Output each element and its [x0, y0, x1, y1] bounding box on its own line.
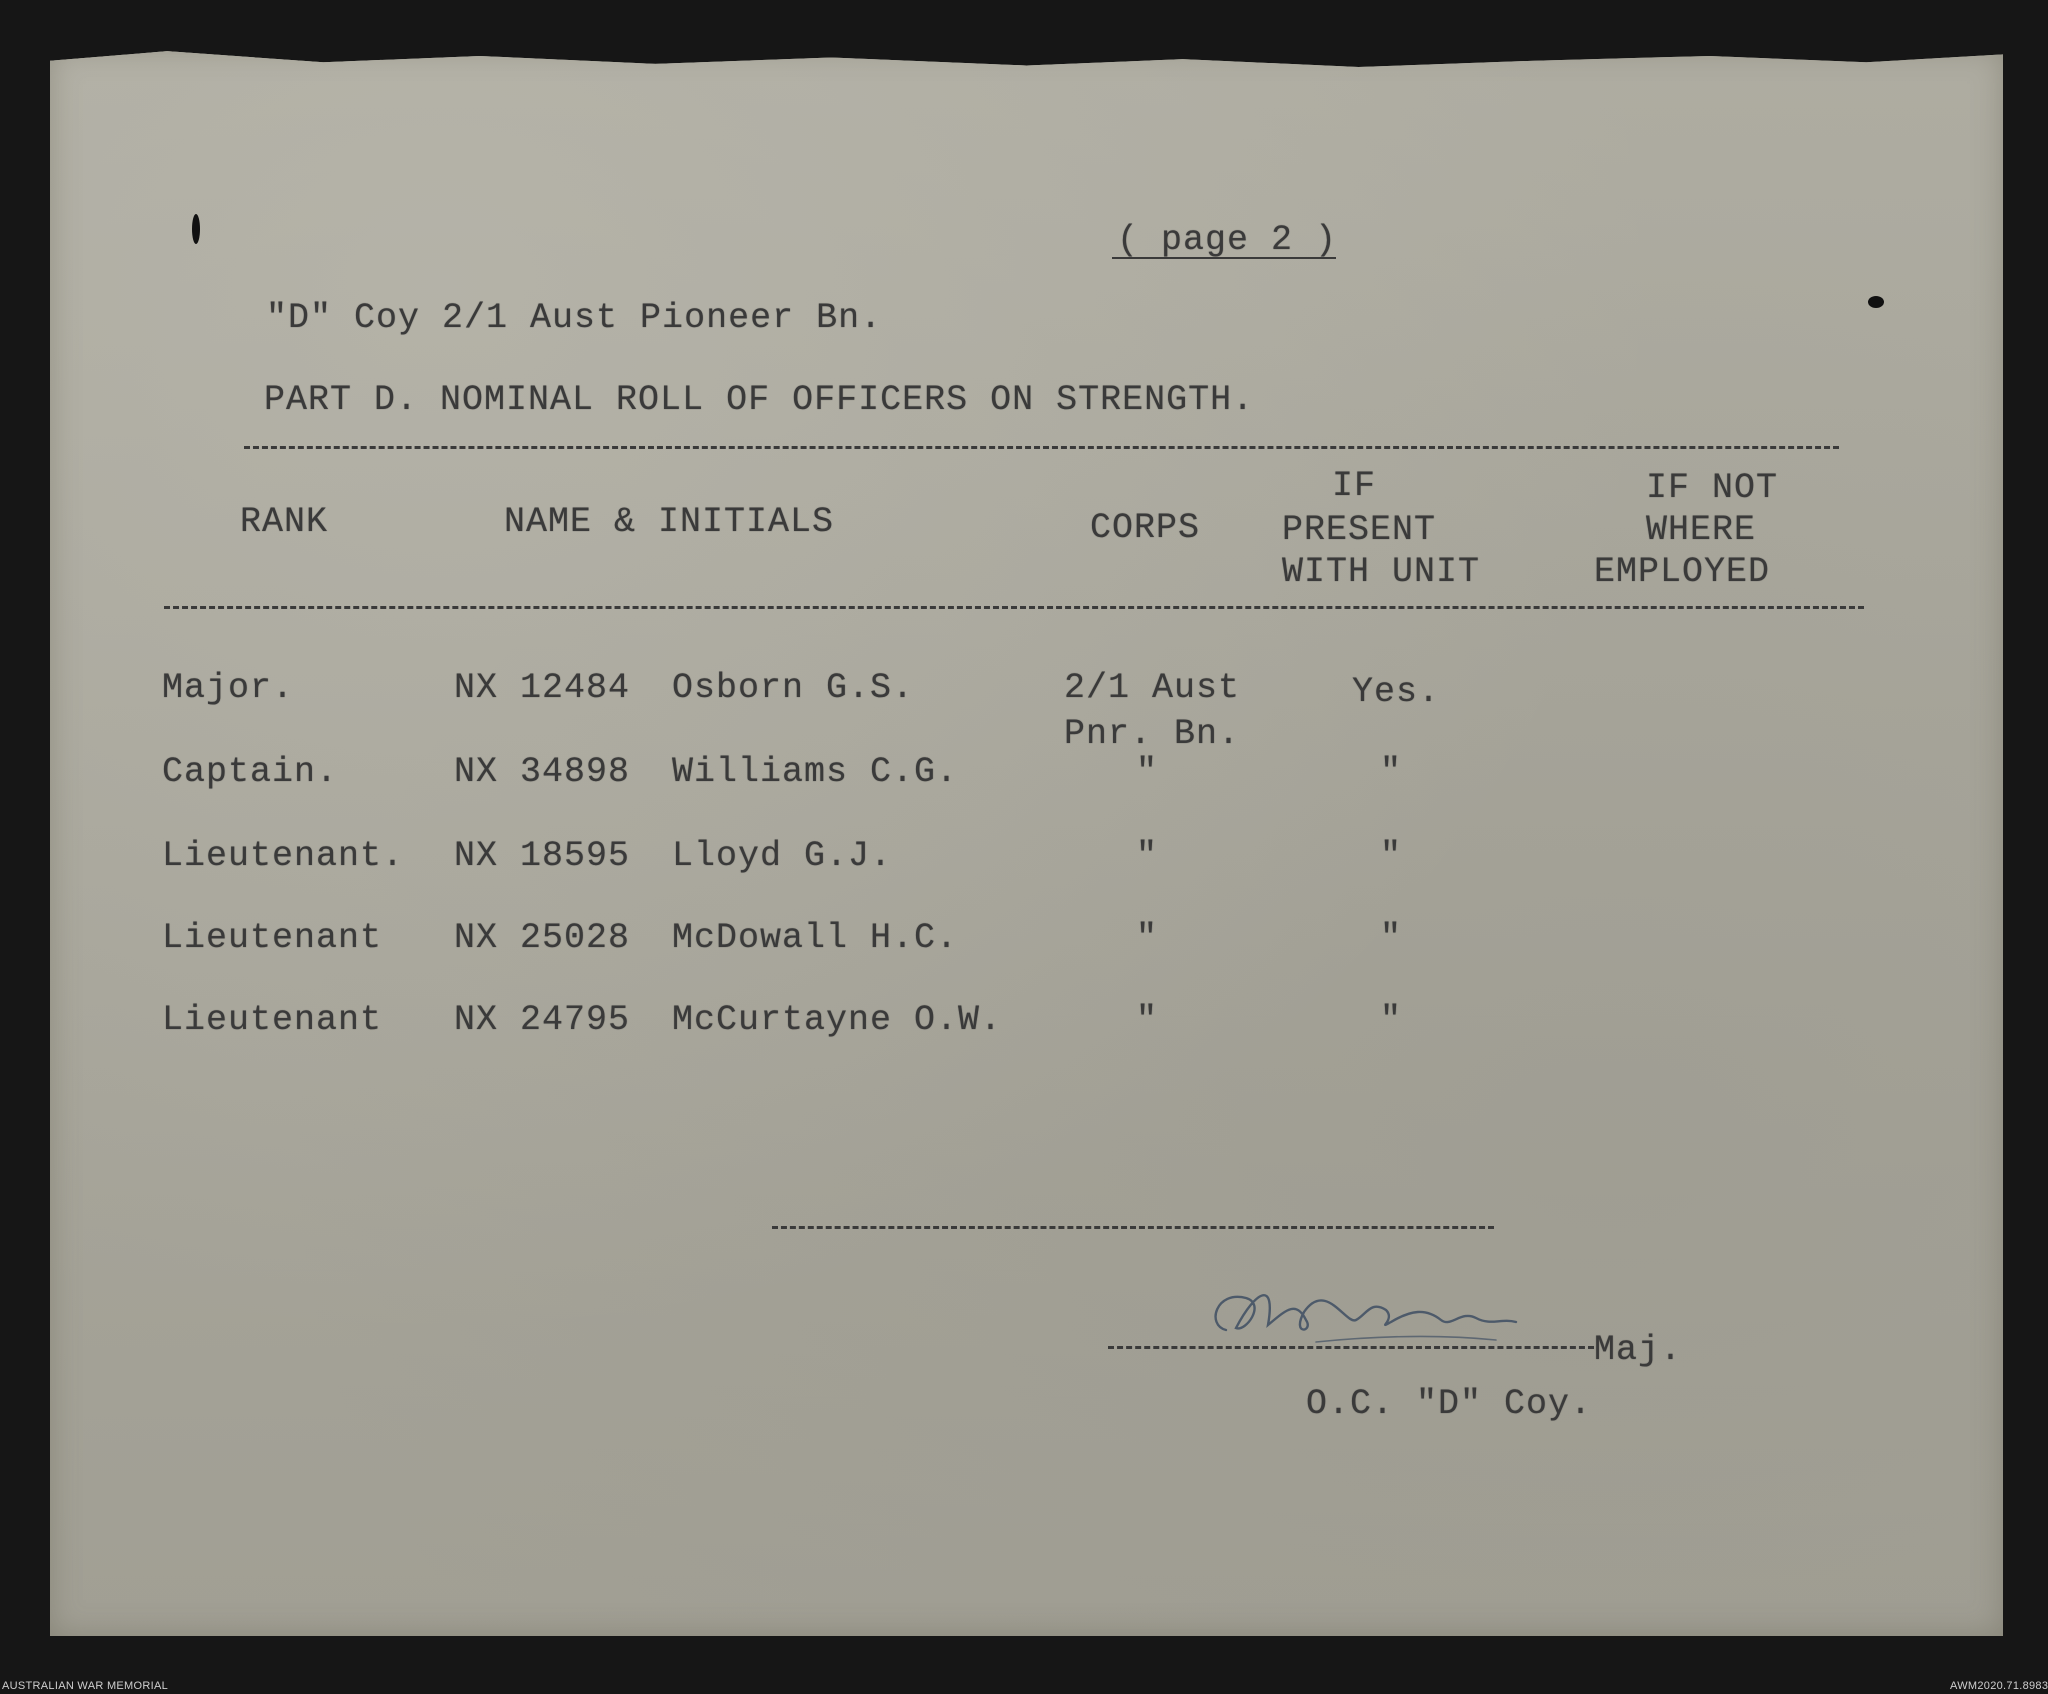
- col-rank: RANK: [240, 502, 329, 542]
- page-label: ( page 2 ): [1117, 220, 1338, 260]
- unit-line: "D" Coy 2/1 Aust Pioneer Bn.: [266, 298, 883, 338]
- header-rule-bottom: [164, 606, 1864, 609]
- header-rule-top: [244, 446, 1839, 449]
- row-corps: 2/1 Aust: [1064, 668, 1241, 708]
- row-number: NX 24795: [454, 1000, 631, 1040]
- row-number: NX 34898: [454, 752, 631, 792]
- row-name: McCurtayne O.W.: [672, 1000, 1003, 1040]
- col-present-line-1: IF: [1332, 466, 1377, 506]
- row-rank: Major.: [162, 668, 295, 708]
- row-corps: ": [1136, 836, 1159, 876]
- signature-title: O.C. "D" Coy.: [1306, 1384, 1593, 1424]
- row-corps: ": [1136, 918, 1159, 958]
- punch-hole-left: [192, 214, 200, 244]
- part-title: PART D. NOMINAL ROLL OF OFFICERS ON STRENGTH.: [264, 380, 1255, 420]
- row-present: ": [1380, 836, 1403, 876]
- row-name: Lloyd G.J.: [672, 836, 893, 876]
- row-corps: ": [1136, 1000, 1159, 1040]
- punch-hole-right: [1868, 296, 1884, 308]
- row-number: NX 25028: [454, 918, 631, 958]
- row-rank: Lieutenant: [162, 918, 383, 958]
- row-corps: ": [1136, 752, 1159, 792]
- col-present-line-2: PRESENT: [1282, 510, 1437, 550]
- col-present-line-3: WITH UNIT: [1282, 552, 1481, 592]
- col-name-initials: NAME & INITIALS: [504, 502, 835, 542]
- signature-line: [1108, 1346, 1594, 1349]
- row-number: NX 18595: [454, 836, 631, 876]
- row-number: NX 12484: [454, 668, 631, 708]
- col-not-line-1: IF NOT: [1646, 468, 1779, 508]
- col-not-line-3: EMPLOYED: [1594, 552, 1771, 592]
- row-present: Yes.: [1352, 672, 1441, 712]
- archive-label: AUSTRALIAN WAR MEMORIAL: [2, 1680, 169, 1692]
- closing-rule: [772, 1226, 1494, 1229]
- accession-number: AWM2020.71.8983: [1950, 1680, 2048, 1692]
- row-name: Williams C.G.: [672, 752, 959, 792]
- row-present: ": [1380, 752, 1403, 792]
- row-present: ": [1380, 1000, 1403, 1040]
- row-rank: Lieutenant: [162, 1000, 383, 1040]
- page-label-underline: [1112, 257, 1336, 259]
- col-corps: CORPS: [1090, 508, 1201, 548]
- row-rank: Captain.: [162, 752, 339, 792]
- row-rank: Lieutenant.: [162, 836, 405, 876]
- row-name: Osborn G.S.: [672, 668, 915, 708]
- row-present: ": [1380, 918, 1403, 958]
- signature-rank-suffix: Maj.: [1594, 1330, 1683, 1370]
- row-corps-line-2: Pnr. Bn.: [1064, 714, 1241, 754]
- row-name: McDowall H.C.: [672, 918, 959, 958]
- col-not-line-2: WHERE: [1646, 510, 1757, 550]
